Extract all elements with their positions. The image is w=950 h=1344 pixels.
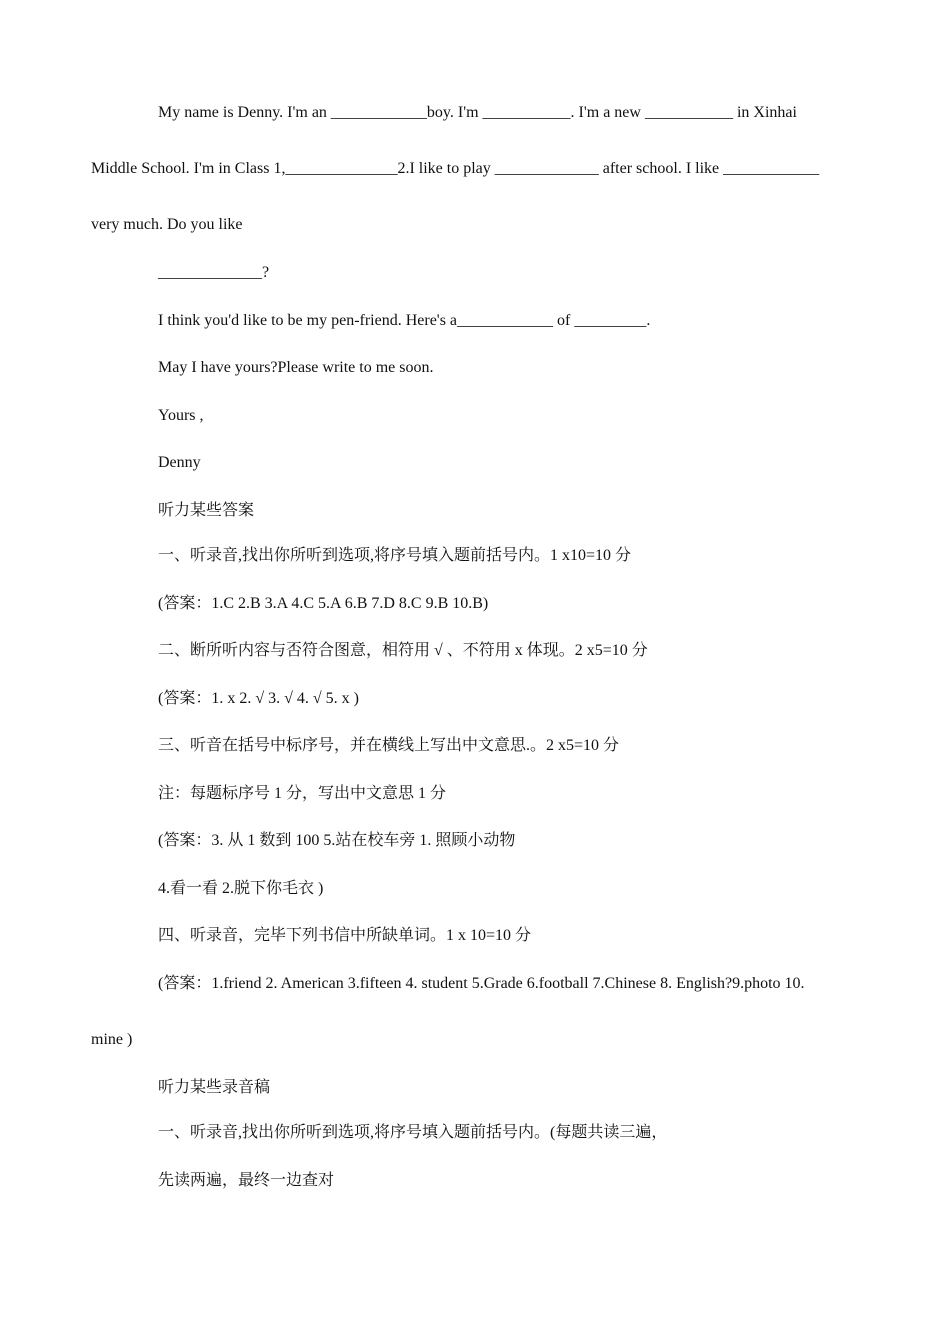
question-3-note: 注：每题标序号 1 分，写出中文意思 1 分 xyxy=(158,785,447,802)
question-3-answers-line-2: 4.看一看 2.脱下你毛衣 ) xyxy=(158,880,324,897)
question-4-answers-line-2: mine ) xyxy=(91,1031,133,1048)
question-2-heading: 二、断所听内容与否符合图意，相符用 √ 、不符用 x 体现。2 x5=10 分 xyxy=(158,642,648,659)
letter-line-2: Middle School. I'm in Class 1,______________2.I like to play _____________ after school. I like ____________ xyxy=(91,160,820,177)
transcript-question-1-heading: 一、听录音,找出你所听到选项,将序号填入题前括号内。(每题共读三遍， xyxy=(158,1124,668,1141)
question-3-heading: 三、听音在括号中标序号，并在横线上写出中文意思.。2 x5=10 分 xyxy=(158,737,620,754)
letter-signature: Denny xyxy=(158,454,201,471)
transcript-question-1-note: 先读两遍，最终一边查对 xyxy=(158,1172,335,1189)
section-heading-answers: 听力某些答案 xyxy=(158,502,255,519)
letter-line-6: May I have yours?Please write to me soon. xyxy=(158,359,434,376)
section-heading-transcript: 听力某些录音稿 xyxy=(158,1079,271,1096)
question-4-answers-line-1: (答案：1.friend 2. American 3.fifteen 4. student 5.Grade 6.football 7.Chinese 8. English?9.photo 10. xyxy=(158,975,805,992)
question-1-answers: (答案：1.C 2.B 3.A 4.C 5.A 6.B 7.D 8.C 9.B 10.B) xyxy=(158,595,489,612)
letter-closing: Yours , xyxy=(158,407,204,424)
letter-line-1: My name is Denny. I'm an ____________boy. I'm ___________. I'm a new ___________ in Xinhai xyxy=(158,104,797,121)
letter-line-3: very much. Do you like xyxy=(91,216,243,233)
letter-line-5: I think you'd like to be my pen-friend. Here's a____________ of _________. xyxy=(158,312,651,329)
question-1-heading: 一、听录音,找出你所听到选项,将序号填入题前括号内。1 x10=10 分 xyxy=(158,547,632,564)
question-2-answers: (答案：1. x 2. √ 3. √ 4. √ 5. x ) xyxy=(158,690,360,707)
question-4-heading: 四、听录音，完毕下列书信中所缺单词。1 x 10=10 分 xyxy=(158,927,532,944)
question-3-answers-line-1: (答案：3. 从 1 数到 100 5.站在校车旁 1. 照顾小动物 xyxy=(158,832,516,849)
letter-line-4: _____________? xyxy=(158,264,270,281)
